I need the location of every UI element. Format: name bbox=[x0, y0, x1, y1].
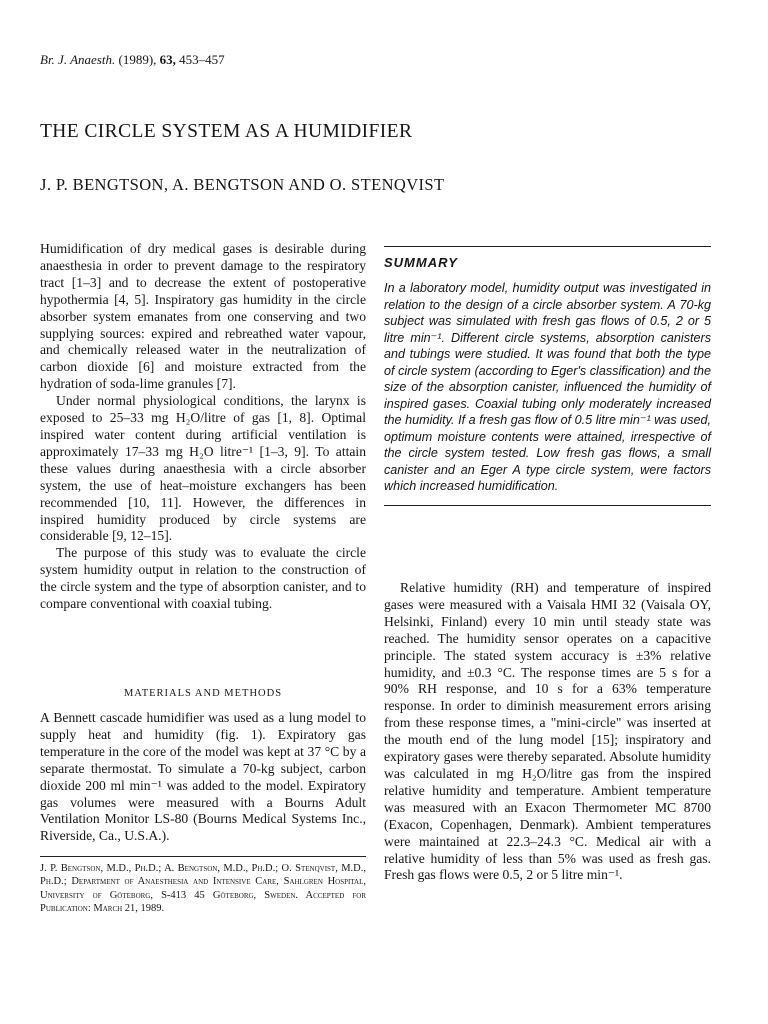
journal-citation bbox=[40, 52, 225, 68]
article-authors: J. P. BENGTSON, A. BENGTSON AND O. STENQVIST bbox=[40, 175, 445, 194]
article-title: THE CIRCLE SYSTEM AS A HUMIDIFIER bbox=[40, 121, 413, 142]
journal-pages: 453–457 bbox=[179, 52, 225, 67]
summary-box bbox=[384, 246, 711, 506]
intro-paragraph-3: The purpose of this study was to evaluate the circle system humidity output in relation to the construction of the circle system and the type of absorption canister, and to compare conventional with coaxial tubing. bbox=[40, 545, 366, 612]
right-paragraph-1: Relative humidity (RH) and temperature of inspired gases were measured with a Vaisala HMI 32 (Vaisala OY, Helsinki, Finland) every 10 min until steady state was reached. The humidity sensor operates on a capacitive principle. The stated system accuracy is ±3% relative humidity, and ±0.3 °C. The response times are 5 s for a 90% RH response, and 10 s for a 63% temperature response. In order to diminish measurement errors arising from these response times, a "mini-circle" was inserted at the mouth end of the lung model [15]; inspiratory and expiratory gases were thereby separated. Absolute humidity was calculated in mg H₂O/litre gas from the inspired relative humidity and temperature. Ambient temperature was measured with an Exacon Thermometer MC 8700 (Exacon, Copenhagen, Denmark). Ambient temperatures were maintained at 22.3–24.3 °C. Medical air with a relative humidity of less than 5% was used as fresh gas. Fresh gas flows were 0.5, 2 or 5 litre min⁻¹. bbox=[384, 580, 711, 883]
intro-paragraph-2: Under normal physiological conditions, the larynx is exposed to 25–33 mg H₂O/litre of gas [1, 8]. Optimal inspired water content during artificial ventilation is approximately 17–33 mg H₂O litre⁻¹ [1–3, 9]. To attain these values during anaesthesia with a circle absorber system, the use of heat–moisture exchangers has been recommended [10, 11]. However, the differences in inspired humidity produced by circle systems are considerable [9, 12–15]. bbox=[40, 393, 366, 544]
right-body-column bbox=[384, 580, 711, 884]
intro-paragraph-1: Humidification of dry medical gases is desirable during anaesthesia in order to prevent damage to the respiratory tract [1–3] and to decrease the extent of postoperative hypothermia [4, 5]. Inspiratory gas humidity in the circle absorber system emanates from one conserving and two supplying sources: expired and rebreathed water vapour, and chemically released water in the neutralization of carbon dioxide [6] and moisture extracted from the hydration of soda-lime granules [7]. bbox=[40, 241, 366, 392]
journal-name: Br. J. Anaesth. bbox=[40, 52, 116, 67]
methods-heading: MATERIALS AND METHODS bbox=[123, 688, 283, 699]
summary-text: In a laboratory model, humidity output was investigated in relation to the design of a circle absorber system. A 70-kg subject was simulated with fresh gas flows of 0.5, 2 or 5 litre min⁻¹. Different circle systems, absorption canisters and tubings were studied. It was found that both the type of circle system (according to Eger's classification) and the size of the absorption canister, influenced the humidity of inspired gases. Coaxial tubing only moderately increased the humidity. If a fresh gas flow of 0.5 litre min⁻¹ was used, optimum moisture contents were attained, irrespective of the circle system tested. Low fresh gas flows, a small canister and an Eger A type circle system, were factors which increased humidification. bbox=[384, 281, 711, 493]
summary-heading: SUMMARY bbox=[384, 255, 458, 270]
author-footnote: J. P. Bengtson, M.D., Ph.D.; A. Bengtson, M.D., Ph.D.; O. Stenqvist, M.D., Ph.D.; Department of Anaesthesia and Intensive Care, Sahlgren Hospital, University of Göteborg, S-413 45 Göteborg, Sweden. Accepted for Publication: March 21, 1989. bbox=[40, 856, 366, 915]
journal-volume: 63, bbox=[159, 52, 176, 67]
journal-year: (1989), bbox=[118, 52, 157, 67]
methods-paragraph-1: A Bennett cascade humidifier was used as a lung model to supply heat and humidity (fig. 1). Expiratory gas temperature in the core of the model was kept at 37 °C by a separate thermostat. To simulate a 70-kg subject, carbon dioxide 200 ml min⁻¹ was added to the model. Expiratory gas volumes were measured with a Bourns Adult Ventilation Monitor LS-80 (Bourns Medical Systems Inc., Riverside, Ca., U.S.A.). bbox=[40, 710, 366, 844]
introduction-column bbox=[40, 241, 366, 613]
methods-column bbox=[40, 710, 366, 845]
